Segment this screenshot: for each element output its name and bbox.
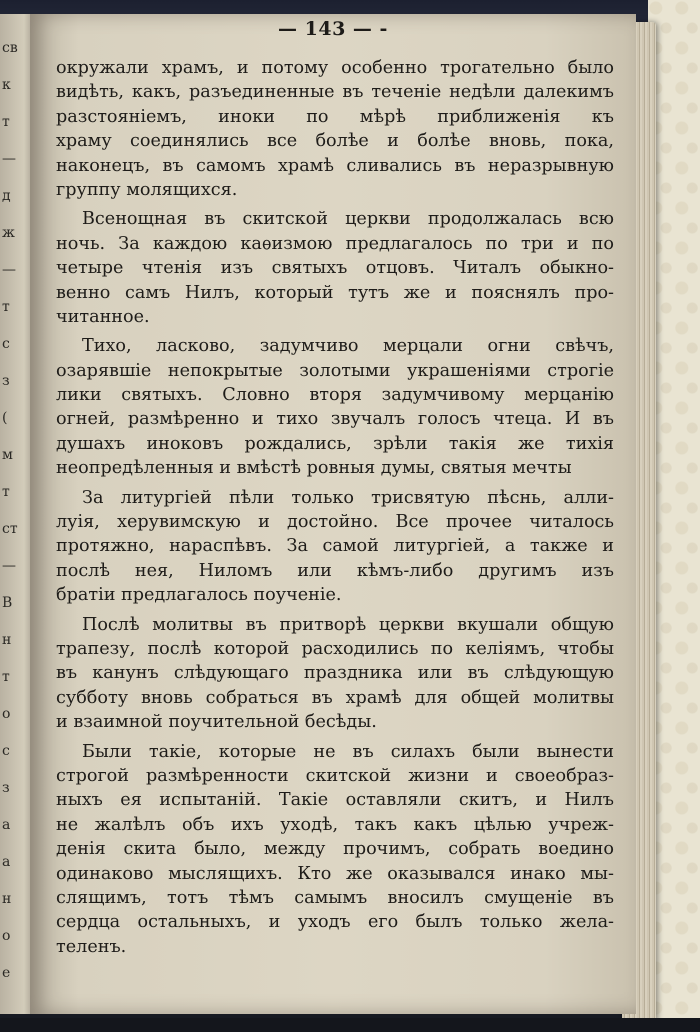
left-page-fragment: з	[2, 780, 10, 796]
text-line: одинаково мыслящихъ. Кто же оказывался инако мы-	[56, 863, 614, 884]
text-line: видѣть, какъ, разъединенные въ теченіе недѣли далекимъ	[56, 82, 614, 103]
text-line: душахъ иноковъ рождались, зрѣли такія же тихія	[56, 433, 614, 454]
text-line: венно самъ Нилъ, который тутъ же и пояснялъ про-	[56, 282, 614, 303]
text-line: Тихо, ласково, задумчиво мерцали огни свѣчъ,	[82, 336, 614, 357]
text-line: группу молящихся.	[56, 179, 238, 200]
left-page-fragment: з	[2, 373, 10, 389]
left-page-fragment: т	[2, 484, 10, 500]
text-line: четыре чтенія изъ святыхъ отцовъ. Читалъ обыкно-	[56, 258, 614, 279]
text-line: протяжно, нараспѣвъ. За самой литургіей, а также и	[56, 536, 614, 557]
page-text	[56, 56, 614, 959]
left-page-fragment: к	[2, 77, 11, 93]
left-page-fragment: —	[2, 262, 16, 278]
left-page-fragment: д	[2, 188, 11, 204]
left-page-fragment: с	[2, 336, 10, 352]
text-line: Были такіе, которые не въ силахъ были вынести	[82, 741, 614, 762]
left-page-fragment: т	[2, 299, 10, 315]
text-line: послѣ нея, Ниломъ или кѣмъ-либо другимъ изъ	[56, 560, 614, 581]
left-page-fragment: т	[2, 114, 10, 130]
left-page-fragment: т	[2, 669, 10, 685]
text-line: неопредѣленныя и вмѣстѣ ровныя думы, святыя мечты	[56, 458, 572, 479]
text-line: окружали храмъ, и потому особенно трогательно было	[56, 58, 614, 78]
text-line: и взаимной поучительной бесѣды.	[56, 712, 377, 733]
book-page	[30, 14, 636, 1014]
text-line: огней, размѣренно и тихо звучалъ голосъ чтеца. И въ	[56, 409, 614, 430]
left-page-fragment: св	[2, 40, 18, 56]
text-line: читанное.	[56, 306, 150, 327]
text-line: наконецъ, въ самомъ храмѣ сливались въ неразрывную	[56, 155, 614, 176]
left-page-fragment: н	[2, 632, 12, 648]
text-line: лики святыхъ. Словно вторя задумчивому мерцанію	[56, 385, 614, 406]
left-page-fragment: с	[2, 743, 10, 759]
text-line: храму соединялись все болѣе и болѣе вновь, пока,	[56, 131, 614, 152]
text-line: трапезу, послѣ которой расходились по келіямъ, чтобы	[56, 638, 614, 659]
left-page-fragment: е	[2, 965, 11, 981]
text-line: братіи предлагалось поученіе.	[56, 585, 342, 606]
text-line: не жалѣлъ объ ихъ уходѣ, такъ какъ цѣлью учреж-	[56, 814, 614, 835]
left-page-fragment: а	[2, 854, 11, 870]
left-page-fragment: (	[2, 410, 8, 426]
left-page-fragment: —	[2, 151, 16, 167]
text-line: теленъ.	[56, 936, 127, 957]
text-line: денія скита было, между прочимъ, собрать воедино	[56, 839, 614, 860]
text-line: ночь. За каждою каѳизмою предлагалось по три и по	[56, 233, 614, 254]
left-page-fragment: ж	[2, 225, 15, 241]
text-line: луія, херувимскую и достойно. Все прочее читалось	[56, 512, 614, 533]
left-page-fragment: о	[2, 928, 11, 944]
text-line: сердца остальныхъ, и уходъ его былъ только жела-	[56, 912, 614, 933]
text-line: разстояніемъ, иноки по мѣрѣ приближенія къ	[56, 106, 614, 127]
left-page-fragment: н	[2, 891, 12, 907]
text-line: въ канунъ слѣдующаго праздника или въ слѣдующую	[56, 663, 614, 684]
text-line: строгой размѣренности скитской жизни и своеобраз-	[56, 765, 614, 786]
text-line: ныхъ ея испытаній. Такіе оставляли скитъ, и Нилъ	[56, 790, 614, 811]
text-line: слящимъ, тотъ тѣмъ самымъ вносилъ смущеніе въ	[56, 887, 614, 908]
page-number: — 143 — -	[278, 18, 388, 40]
left-page-fragment: а	[2, 817, 11, 833]
text-line: Послѣ молитвы въ притворѣ церкви вкушали общую	[82, 614, 614, 635]
left-page-fragment: ст	[2, 521, 18, 537]
text-line: За литургіей пѣли только трисвятую пѣснь, алли-	[82, 487, 614, 508]
left-page-fragment: В	[2, 595, 13, 611]
left-page-fragment: о	[2, 706, 11, 722]
left-page-fragment: —	[2, 558, 16, 574]
left-page-fragment: м	[2, 447, 13, 463]
text-line: Всенощная въ скитской церкви продолжалась всю	[82, 209, 614, 230]
background-gap	[0, 1018, 700, 1032]
text-line: субботу вновь собраться въ храмѣ для общей молитвы	[56, 687, 614, 708]
text-line: озарявшіе непокрытые золотыми украшеніями строгіе	[56, 360, 614, 381]
